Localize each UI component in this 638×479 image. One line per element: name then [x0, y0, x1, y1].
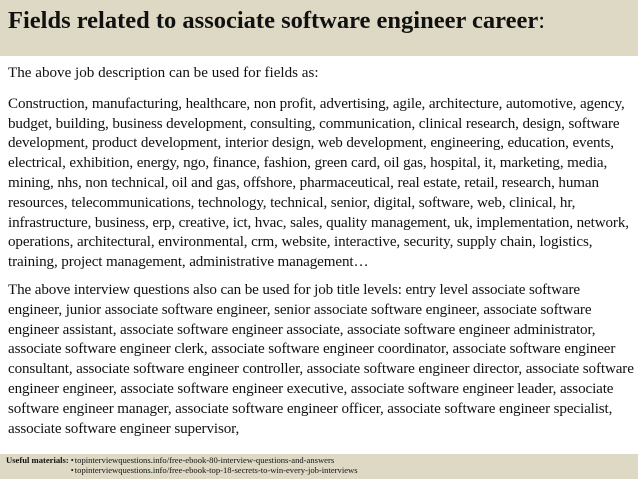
- title-main: Fields related to associate software engineer career: [8, 7, 539, 34]
- footer-links: [69, 455, 358, 479]
- job-levels-paragraph: The above interview questions also can be used for job title levels: entry level associate software engineer, junior associate software engineer, senior associate software engineer, associate software engineer assistant, associate software engineer associate, associate software engineer administrator, associate software engineer clerk, associate software engineer coordinator, associate software engineer consultant, associate software engineer controller, associate software engineer director, associate software engineer engineer, associate software engineer executive, associate software engineer leader, associate software engineer manager, associate software engineer officer, associate software engineer specialist, associate software engineer supervisor,: [8, 281, 634, 437]
- title-bar: [0, 0, 638, 56]
- title-suffix: :: [538, 7, 546, 34]
- body-content: [8, 64, 634, 439]
- intro-text: The above job description can be used for fields as:: [8, 65, 319, 81]
- page-title: [8, 6, 630, 36]
- footer-link-ebook-18-secrets[interactable]: • topinterviewquestions.info/free-ebook-top-18-secrets-to-win-every-job-interviews: [71, 465, 358, 475]
- footer: [0, 454, 638, 479]
- fields-paragraph: Construction, manufacturing, healthcare, non profit, advertising, agile, architecture, automotive, agency, budget, building, business development, consulting, communication, clinical research, design, software development, product development, interior design, web development, engineering, education, events, electrical, exhibition, energy, ngo, finance, fashion, green card, oil gas, hospital, it, marketing, media, mining, nhs, non technical, oil and gas, offshore, pharmaceutical, real estate, retail, research, human resources, telecommunications, technology, technical, senior, digital, software, web, clinical, hr, infrastructure, business, erp, creative, ict, hvac, sales, quality management, uk, implementation, network, operations, architectural, environmental, crm, website, interactive, security, supply chain, logistics, training, project management, administrative management…: [8, 95, 629, 271]
- footer-label: Useful materials:: [6, 455, 69, 465]
- footer-link-ebook-80-questions[interactable]: • topinterviewquestions.info/free-ebook-80-interview-questions-and-answers: [71, 455, 358, 465]
